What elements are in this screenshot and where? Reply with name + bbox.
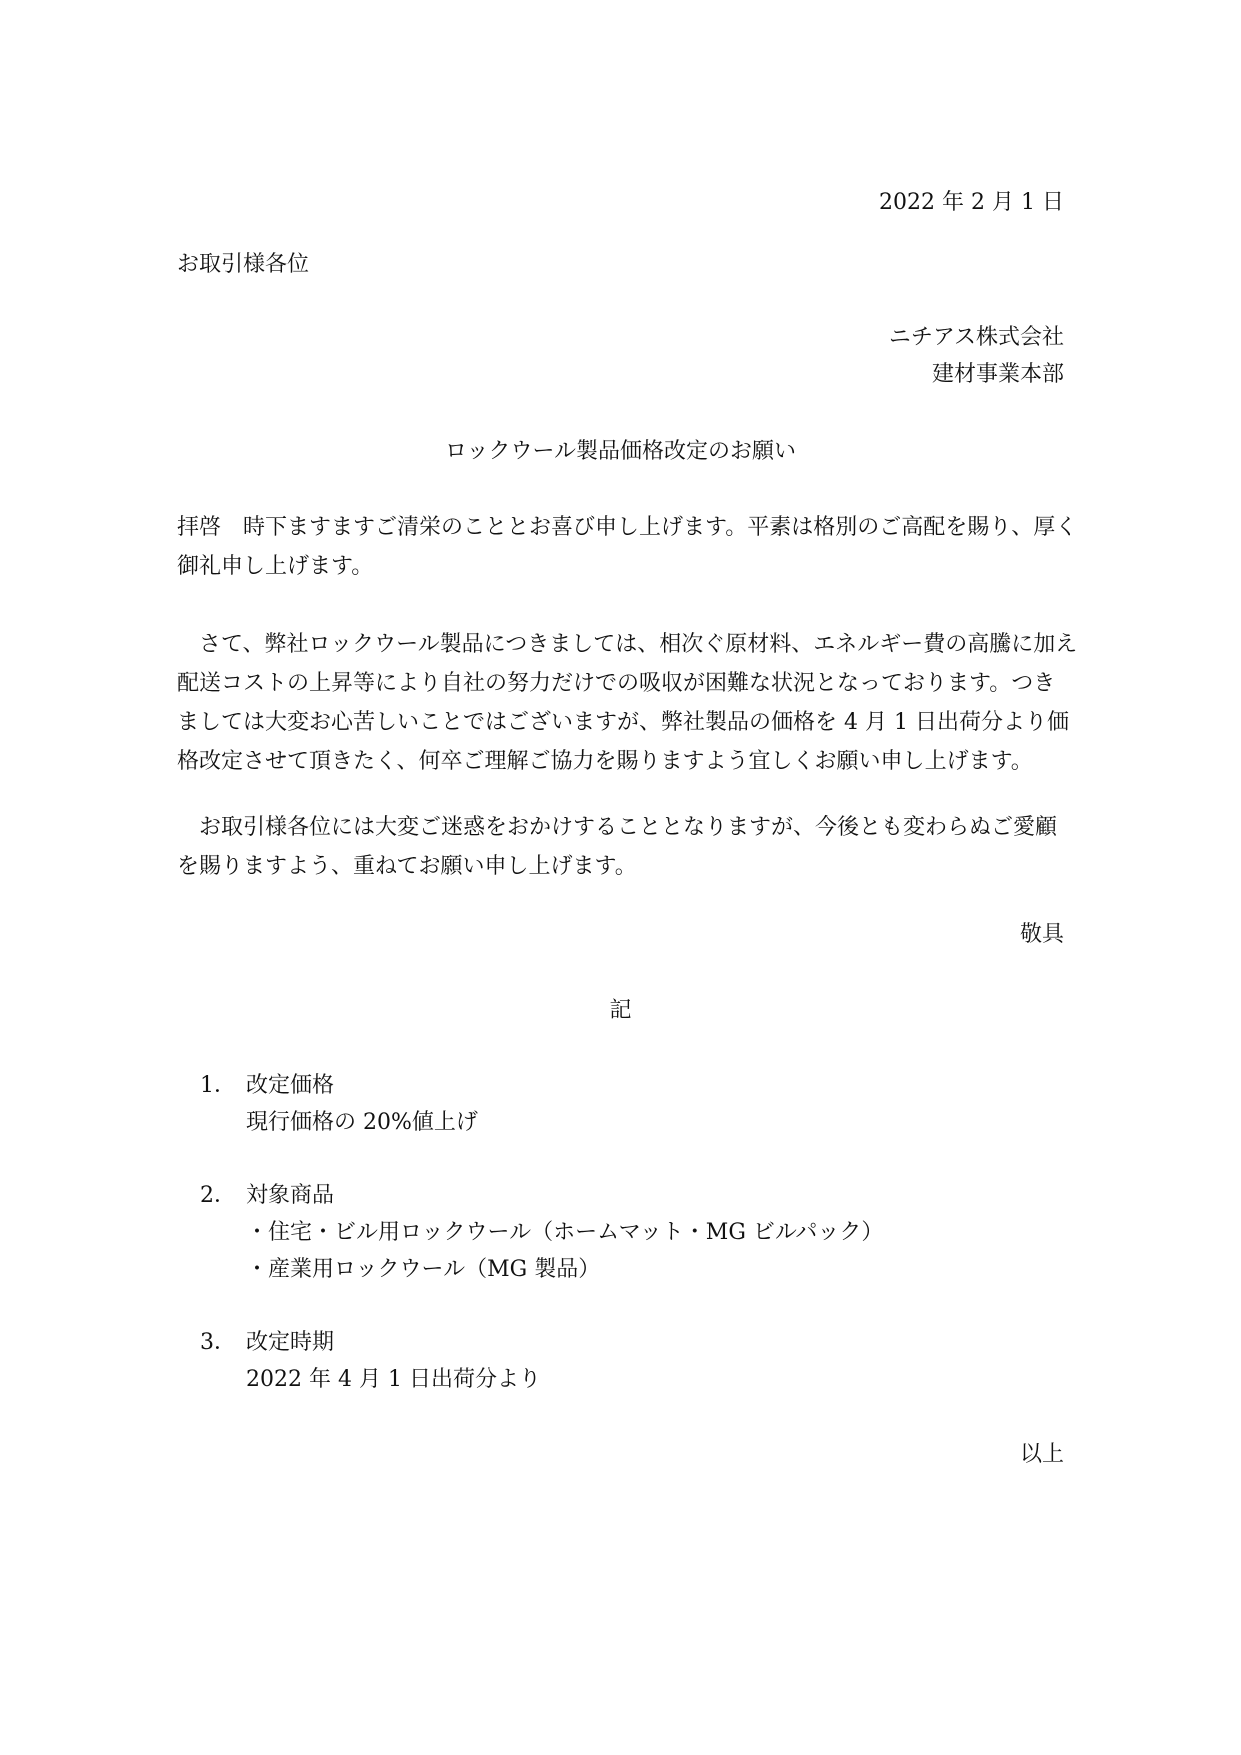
greeting-line: 拝啓 時下ますますご清栄のこととお喜び申し上げます。平素は格別のご高配を賜り、厚く	[177, 515, 1078, 540]
greeting-line: 御礼申し上げます。	[177, 554, 374, 579]
item-detail: ・産業用ロックウール（MG 製品）	[246, 1257, 601, 1282]
item-title: 対象商品	[246, 1183, 335, 1208]
addressee: お取引様各位	[177, 252, 310, 277]
sender-company: ニチアス株式会社	[888, 325, 1064, 350]
paragraph-line: ましては大変お心苦しいことではございますが、弊社製品の価格を 4 月 1 日出荷分より価	[177, 710, 1069, 735]
paragraph-line: お取引様各位には大変ご迷惑をおかけすることとなりますが、今後とも変わらぬご愛顧	[177, 815, 1058, 840]
sender-division: 建材事業本部	[931, 362, 1064, 387]
ki-heading: 記	[609, 998, 632, 1023]
item-number: 3．	[200, 1330, 236, 1355]
closing-ijou: 以上	[1019, 1442, 1064, 1467]
item-title: 改定時期	[246, 1330, 335, 1355]
letter-title: ロックウール製品価格改定のお願い	[444, 439, 797, 464]
item-title: 改定価格	[246, 1073, 335, 1098]
item-detail: ・住宅・ビル用ロックウール（ホームマット・MG ビルパック）	[246, 1220, 884, 1245]
item-number: 2．	[200, 1183, 236, 1208]
item-heading	[200, 1181, 334, 1211]
paragraph-line: 格改定させて頂きたく、何卒ご理解ご協力を賜りますよう宜しくお願い申し上げます。	[177, 749, 1033, 774]
item-detail: 現行価格の 20%値上げ	[246, 1110, 478, 1135]
item-heading	[200, 1071, 334, 1101]
letter-date: 2022 年 2 月 1 日	[879, 190, 1064, 215]
paragraph-line: 配送コストの上昇等により自社の努力だけでの吸収が困難な状況となっております。つき	[177, 671, 1056, 696]
item-detail: 2022 年 4 月 1 日出荷分より	[246, 1367, 541, 1392]
body-paragraph-2	[177, 808, 1067, 886]
paragraph-line: さて、弊社ロックウール製品につきましては、相次ぐ原材料、エネルギー費の高騰に加え	[177, 632, 1078, 657]
closing-keigu: 敬具	[1019, 922, 1064, 947]
greeting-paragraph	[177, 508, 1078, 586]
paragraph-line: を賜りますよう、重ねてお願い申し上げます。	[177, 854, 637, 879]
item-number: 1．	[200, 1073, 236, 1098]
item-heading	[200, 1328, 334, 1358]
body-paragraph-1	[177, 625, 1078, 781]
